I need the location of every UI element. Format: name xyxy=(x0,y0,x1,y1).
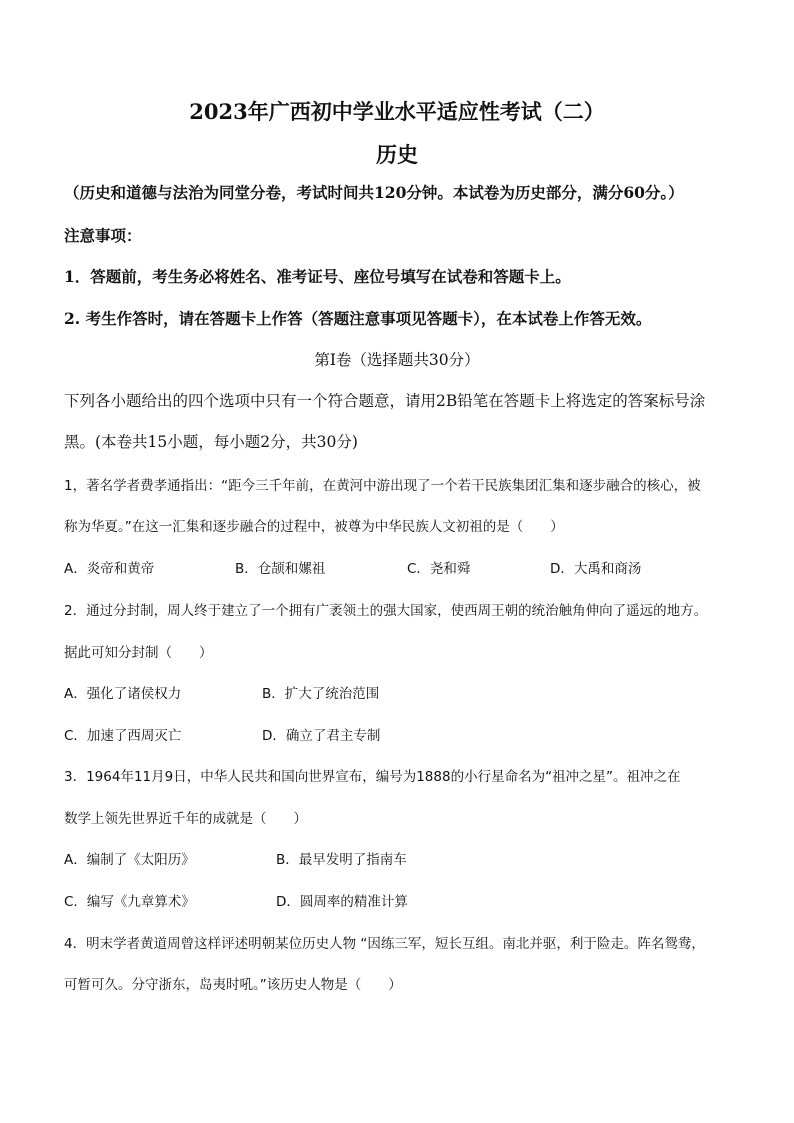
question-2-option-c: C．加速了西周灭亡 xyxy=(64,728,182,744)
question-2-option-b: B．扩大了统治范围 xyxy=(262,686,380,702)
question-3-option-b: B．最早发明了指南车 xyxy=(276,852,407,868)
question-2-stem-line1: 2．通过分封制，周人终于建立了一个拥有广袤领土的强大国家，使西周王朝的统治触角伸向了遥远的地方。 xyxy=(64,603,708,619)
question-3-options-row2 xyxy=(64,890,742,912)
exam-title: 2023年广西初中学业水平适应性考试（二） xyxy=(189,99,605,124)
question-4-stem-line1: 4．明末学者黄道周曾这样评述明朝某位历史人物 “因练三军，短长互组。南北并驱，利于险走。阵名鸳鸯， xyxy=(64,936,705,952)
question-2-options-row2 xyxy=(64,724,742,746)
question-2-stem-line2: 据此可知分封制（ ） xyxy=(64,645,213,661)
question-4-stem-line2: 可暂可久。分守浙东，岛夷时吼。”该历史人物是（ ） xyxy=(64,977,402,993)
question-3-stem-line2: 数学上领先世界近千年的成就是（ ） xyxy=(64,811,307,827)
question-3-options-row1 xyxy=(64,848,742,870)
question-3-option-c: C．编写《九章算术》 xyxy=(64,894,195,910)
question-2-option-a: A．强化了诸侯权力 xyxy=(64,686,182,702)
question-1-stem-line2: 称为华夏。”在这一汇集和逐步融合的过程中，被尊为中华民族人文初祖的是（ ） xyxy=(64,519,564,535)
question-1-stem-line1: 1，著名学者费孝通指出：“距今三千年前，在黄河中游出现了一个若干民族集团汇集和逐步融合的核心，被 xyxy=(64,478,701,494)
section-instruction-line2: 黑。(本卷共15小题，每小题2分，共30分) xyxy=(64,433,358,451)
question-1-option-d: D．大禹和商汤 xyxy=(550,561,642,577)
question-1-options xyxy=(64,557,742,579)
section-instruction-line1: 下列各小题给出的四个选项中只有一个符合题意，请用2B铅笔在答题卡上将选定的答案标号涂 xyxy=(64,392,706,410)
question-1-option-a: A．炎帝和黄帝 xyxy=(64,561,155,577)
exam-note: （历史和道德与法治为同堂分卷，考试时间共120分钟。本试卷为历史部分，满分60分。） xyxy=(64,183,684,202)
question-3-stem-line1: 3．1964年11月9日，中华人民共和国向世界宣布，编号为1888的小行星命名为“祖冲之星”。祖冲之在 xyxy=(64,769,681,785)
question-3-option-d: D．圆周率的精准计算 xyxy=(276,894,408,910)
notice-item-1: 1．答题前，考生务必将姓名、准考证号、座位号填写在试卷和答题卡上。 xyxy=(64,267,571,286)
subject-title: 历史 xyxy=(376,142,418,167)
question-1-option-b: B．仓颉和嫘祖 xyxy=(235,561,326,577)
question-2-options-row1 xyxy=(64,682,742,704)
section-title: 第Ⅰ卷（选择题共30分） xyxy=(314,351,480,369)
question-3-option-a: A．编制了《太阳历》 xyxy=(64,852,195,868)
question-1-option-c: C．尧和舜 xyxy=(407,561,471,577)
question-2-option-d: D．确立了君主专制 xyxy=(262,728,381,744)
notice-heading: 注意事项： xyxy=(64,226,142,245)
notice-item-2: 2. 考生作答时，请在答题卡上作答（答题注意事项见答题卡），在本试卷上作答无效。 xyxy=(64,309,652,328)
